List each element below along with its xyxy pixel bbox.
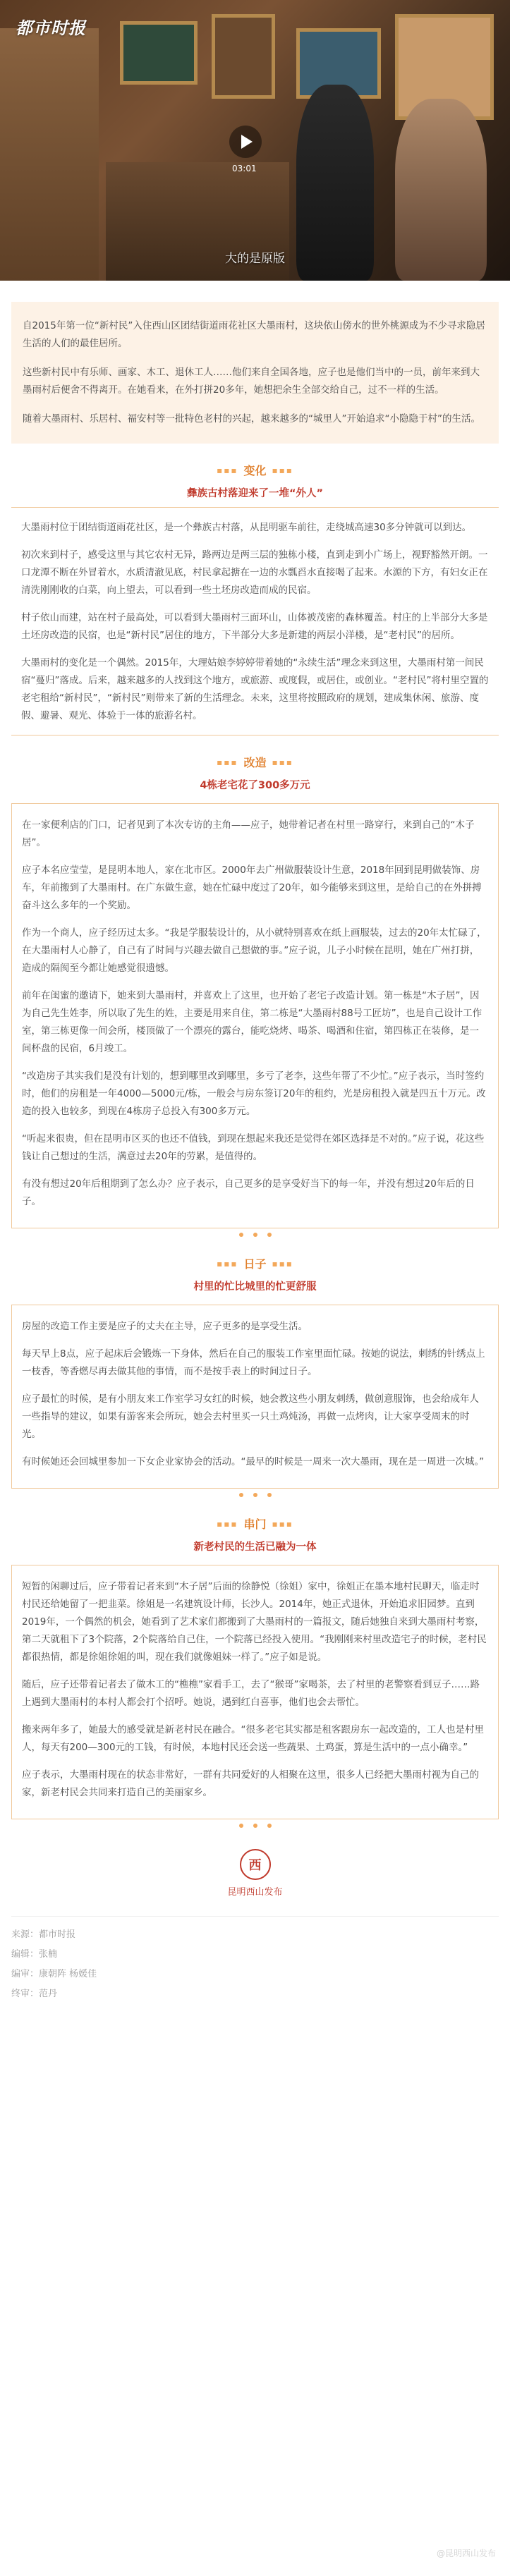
hero-video[interactable] bbox=[0, 0, 510, 281]
intro-paragraph: 自2015年第一位“新村民”入住西山区团结街道雨花社区大墨雨村，这块依山傍水的世外桃源成为不少寻求隐居生活的人们的最佳居所。 bbox=[23, 320, 485, 349]
publisher-block bbox=[0, 1849, 510, 1898]
ornament-icon: ▪▪▪ bbox=[272, 465, 293, 475]
hero-painting bbox=[212, 14, 275, 99]
section-subtitle: 彝族古村落迎来了一堆“外人” bbox=[186, 488, 324, 499]
paragraph: 随后，应子还带着记者去了做木工的“樵樵”家看手工，去了“猴哥”家喝茶，去了村里的老警察看到豆子……路上遇到大墨雨村的本村人都会打个招呼。她说，遇到红白喜事，他们也会去帮忙。 bbox=[22, 1679, 480, 1708]
paragraph: 应子最忙的时候，是有小朋友来工作室学习女红的时候，她会教这些小朋友刺绣，做创意服饰，也会给成年人一些指导的建议，如果有游客来会所玩，她会去村里买一只土鸡炖汤，再做一点烤肉，让大家享受周末的时光。 bbox=[22, 1393, 479, 1440]
ornament-icon: ▪▪▪ bbox=[217, 1258, 238, 1269]
paragraph: 应子表示，大墨雨村现在的状态非常好，一群有共同爱好的人相聚在这里，很多人已经把大墨雨村视为自己的家，新老村民会共同来打造自己的美丽家乡。 bbox=[22, 1769, 479, 1798]
paragraph: 作为一个商人，应子经历过太多。“我是学服装设计的，从小就特别喜欢在纸上画服装，过去的20年太忙碌了，在大墨雨村人心静了，自己有了时间与兴趣去做自己想做的事。”应子说，儿子小时候在昆明，她在广州打拼，造成的隔阂至今都让她感觉很遗憾。 bbox=[22, 927, 487, 974]
ornament-dots bbox=[11, 1824, 499, 1828]
paragraph: 大墨雨村的变化是一个偶然。2015年，大理姑娘李婷婷带着她的“永续生活”理念来到这里，大墨雨村第一间民宿“蔓归”落成。后来，越来越多的人找到这个地方，或旅游、或度假，或居住，或创业。“老村民”将村里空置的老宅租给“新村民”，“新村民”则带来了新的生活理念。未来，这里将按照政府的规划，建成集休闲、旅游、度假、避暑、观光、体验于一体的旅游名村。 bbox=[21, 657, 489, 721]
ornament-icon: ▪▪▪ bbox=[217, 465, 238, 475]
hero-shelf bbox=[0, 28, 99, 281]
paragraph: 房屋的改造工作主要是应子的丈夫在主导，应子更多的是享受生活。 bbox=[22, 1321, 308, 1332]
credits bbox=[11, 1916, 499, 2004]
play-icon[interactable] bbox=[229, 126, 262, 158]
section-title: 改造 bbox=[243, 756, 267, 769]
section-title: 日子 bbox=[243, 1257, 267, 1271]
paragraph: 大墨雨村位于团结街道雨花社区，是一个彝族古村落，从昆明驱车前往，走绕城高速30多分钟就可以到达。 bbox=[21, 522, 472, 533]
section-subtitle: 4栋老宅花了300多万元 bbox=[200, 780, 310, 791]
media-logo: 都市时报 bbox=[16, 18, 86, 38]
paragraph: 初次来到村子，感受这里与其它农村无异，路两边是两三层的独栋小楼，直到走到小广场上，视野豁然开朗。一口龙潭不断在外冒着水，水质清澈见底，村民拿起搪在一边的水瓢舀水直接喝了起来。水源的下方，有妇女正在清洗刚刚收的白菜，向上望去，可以看到一些土坯房改造而成的民宿。 bbox=[21, 549, 488, 596]
paragraph: 有没有想过20年后租期到了怎么办？应子表示，自己更多的是享受好当下的每一年，并没有想过20年后的日子。 bbox=[22, 1178, 475, 1207]
video-caption: 大的是原版 bbox=[225, 252, 285, 266]
paragraph: 短暂的闲聊过后，应子带着记者来到“木子居”后面的徐静悦（徐姐）家中，徐姐正在墨本地村民聊天，临走时村民还给她留了一把韭菜。徐姐是一名建筑设计师，长沙人。2014年，她正式退休，开始追求旧园梦。直到2019年，一个偶然的机会，她看到了艺术家们都搬到了大墨雨村的一篇报文，随后她独自来到大墨雨村考察，第二天就租下了3个院落，2个院落给自己住，一个院落已经投入使用。“我刚刚来村里改造宅子的时候，老村民都很热情，都是徐姐徐姐的叫，现在我们就像姐妹一样了。”应子如是说。 bbox=[22, 1581, 487, 1663]
paragraph: 村子依山而建，站在村子最高处，可以看到大墨雨村三面环山，山体被茂密的森林覆盖。村庄的上半部分大多是土坯房改造的民宿，也是“新村民”居住的地方，下半部分大多是新建的两层小洋楼，是“老村民”的居所。 bbox=[21, 612, 488, 641]
ornament-icon: ▪▪▪ bbox=[272, 1258, 293, 1269]
video-time: 03:01 bbox=[232, 164, 257, 173]
section-title: 串门 bbox=[243, 1518, 267, 1531]
intro-block bbox=[11, 302, 499, 444]
section-header bbox=[0, 462, 510, 508]
section-title: 变化 bbox=[243, 464, 267, 477]
ornament-icon: ▪▪▪ bbox=[272, 1518, 293, 1529]
paragraph: 有时候她还会回城里参加一下女企业家协会的活动。“最早的时候是一周来一次大墨雨，现在是一周进一次城。” bbox=[22, 1456, 485, 1467]
section-body bbox=[11, 1305, 499, 1489]
paragraph: 应子本名应莹莹，是昆明本地人，家在北市区。2000年去广州做服装设计生意，2018年回到昆明做装饰、房车，年前搬到了大墨雨村。在广东做生意，她在忙碌中度过了20年，如今能够来到这里，是给自己的在外拼搏奋斗这么多年的一个奖励。 bbox=[22, 865, 482, 911]
section-body bbox=[11, 519, 499, 725]
section-body bbox=[11, 1565, 499, 1819]
paragraph: “听起来很贵，但在昆明市区买的也还不值钱，到现在想起来我还是觉得在郊区选择是不对的。”应子说，花这些钱让自己想过的生活，满意过去20年的劳累，是值得的。 bbox=[22, 1133, 485, 1162]
section-subtitle: 新老村民的生活已融为一体 bbox=[193, 1542, 317, 1553]
ornament-icon: ▪▪▪ bbox=[272, 757, 293, 767]
ornament-dots bbox=[11, 1493, 499, 1497]
publisher-logo-icon: 西 bbox=[240, 1849, 271, 1880]
credit-editor: 编辑：张楠 bbox=[11, 1949, 58, 1960]
paragraph: 搬来两年多了，她最大的感受就是新老村民在融合。“很多老宅其实都是租客跟房东一起改造的，工人也是村里人，每天有200—300元的工钱，有时候，本地村民还会送一些蔬果、土鸡蛋，算是生活中的一点小确幸。” bbox=[22, 1724, 484, 1753]
paragraph: 每天早上8点，应子起床后会锻炼一下身体，然后在自己的服装工作室里面忙碌。按她的说法，刺绣的针绣点上一枝香，等香燃尽再去做其他的事情，而不是按手表上的时间过日子。 bbox=[22, 1348, 485, 1377]
paragraph: 前年在闺蜜的邀请下，她来到大墨雨村，并喜欢上了这里，也开始了老宅子改造计划。第一栋是“木子居”，因为自己先生姓李，所以取了先生的姓，主要是用来自住，第二栋是“大墨雨村88号工匠坊”，也是自己设计工作室，第三栋更像一间会所，楼顶做了一个漂亮的露台，能吃烧烤、喝茶、喝酒和住宿，第四栋正在装修，是一间杯盘的民宿，6月竣工。 bbox=[22, 990, 482, 1054]
intro-paragraph: 随着大墨雨村、乐居村、福安村等一批特色老村的兴起，越来越多的“城里人”开始追求“小隐隐于村”的生活。 bbox=[23, 413, 480, 425]
section-header bbox=[0, 754, 510, 792]
credit-source: 来源：都市时报 bbox=[11, 1929, 76, 1940]
paragraph: “改造房子其实我们是没有计划的，想到哪里改到哪里，多亏了老李，这些年帮了不少忙。”应子表示，当时签约时，他们的房租是一年4000—5000元/栋，一般会与房东签订20年的租约，光是房租投入就是四五十万元。改造的投入也较多，到现在4栋房子总投入有300多万元。 bbox=[22, 1070, 486, 1117]
watermark: @昆明西山发布 bbox=[436, 2548, 496, 2558]
intro-paragraph: 这些新村民中有乐师、画家、木工、退休工人……他们来自全国各地，应子也是他们当中的一员，前年来到大墨雨村后便舍不得离开。在她看来，在外打拼20多年，她想把余生全部交给自己，过不一样的生活。 bbox=[23, 367, 480, 396]
section-body bbox=[11, 803, 499, 1228]
ornament-dots bbox=[11, 1233, 499, 1237]
section-header bbox=[0, 1515, 510, 1553]
credit-reviewer: 编审：康朝阵 杨媛佳 bbox=[11, 1969, 97, 1979]
ornament-icon: ▪▪▪ bbox=[217, 757, 238, 767]
hero-painting bbox=[120, 21, 198, 85]
section-header bbox=[0, 1255, 510, 1293]
ornament-icon: ▪▪▪ bbox=[217, 1518, 238, 1529]
credit-final: 终审：范丹 bbox=[11, 1989, 58, 1999]
section-subtitle: 村里的忙比城里的忙更舒服 bbox=[193, 1281, 317, 1293]
paragraph: 在一家便利店的门口，记者见到了本次专访的主角——应子，她带着记者在村里一路穿行，来到自己的“木子居”。 bbox=[22, 819, 475, 848]
publisher-name: 昆明西山发布 bbox=[227, 1887, 283, 1898]
divider bbox=[11, 507, 499, 508]
